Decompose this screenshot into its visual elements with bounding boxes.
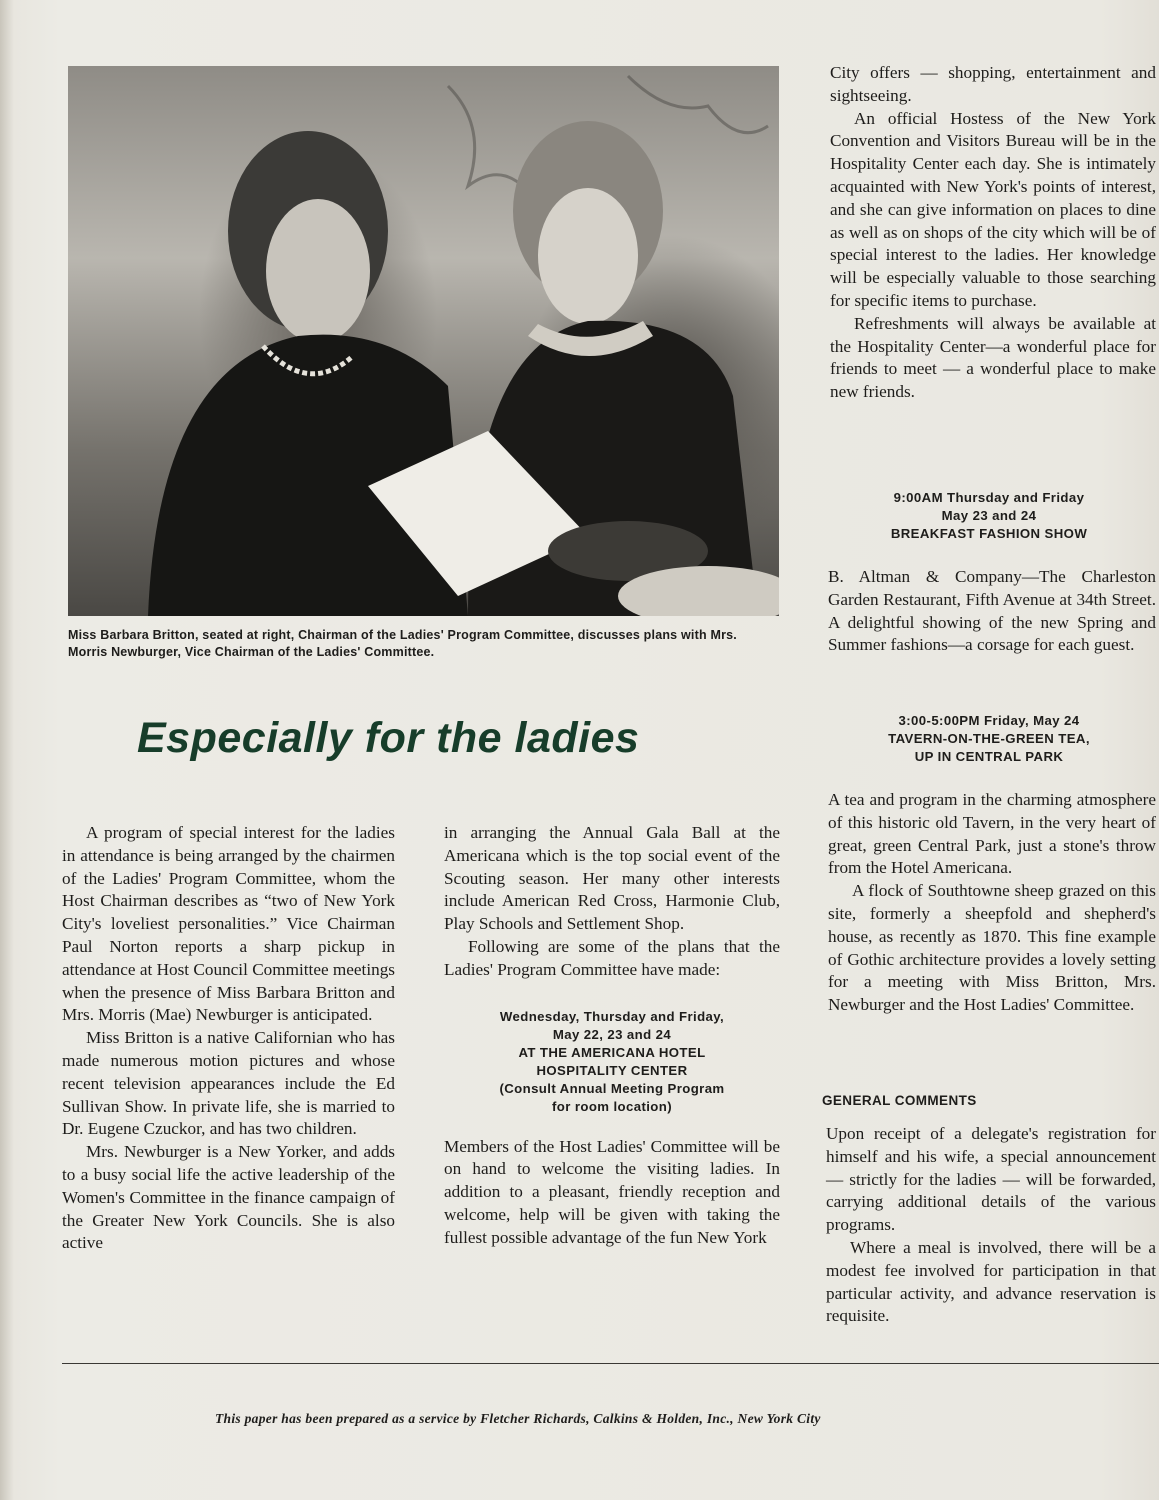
schedule-line: AT THE AMERICANA HOTEL — [518, 1044, 706, 1060]
col3-paragraph: Refreshments will always be available at the Hospitality Center—a wonderful place for friends to meet — a wonderful place to make new friends. — [830, 313, 1156, 402]
col1-paragraph: Mrs. Newburger is a New Yorker, and adds to a busy social life the active leadership of the Women's Committee in the finance campaign of the Greater New York Councils. She is also active — [62, 1142, 395, 1253]
col2-paragraph: Members of the Host Ladies' Committee will be on hand to welcome the visiting ladies. In addition to a pleasant, friendly reception and welcome, help will be given with taking the fullest possible advantage of the fun New York — [444, 1136, 780, 1247]
col3-paragraph: City offers — shopping, entertainment and sightseeing. — [830, 63, 1156, 105]
schedule-line: TAVERN-ON-THE-GREEN TEA, — [888, 731, 1090, 746]
col3-paragraph: A flock of Southtowne sheep grazed on this site, formerly a sheepfold and shepherd's house, as recently as 1870. This fine example of Gothic architecture provides a lovely setting for a meeting with Miss Britton, Mrs. Newburger and the Host Ladies' Committee. — [828, 881, 1156, 1015]
col2-paragraph: in arranging the Annual Gala Ball at the Americana which is the top social event of the Scouting season. Her many other interests include American Red Cross, Harmonie Club, Play Schools and Settlement Shop. — [444, 823, 780, 934]
photo-illustration — [68, 66, 779, 616]
col1-paragraph: A program of special interest for the ladies in attendance is being arranged by the chairmen of the Ladies' Program Committee, whom the Host Chairman describes as “two of New York City's loveliest personalities.” Vice Chairman Paul Norton reports a sharp pickup in attendance at Host Council Committee meetings when the presence of Miss Barbara Britton and Mrs. Morris (Mae) Newburger is anticipated. — [62, 823, 395, 1025]
schedule-line: May 23 and 24 — [941, 508, 1037, 523]
column-3-breakfast — [828, 566, 1156, 657]
schedule-line: 9:00AM Thursday and Friday — [893, 490, 1085, 505]
col2-paragraph: Following are some of the plans that the Ladies' Program Committee have made: — [444, 936, 780, 979]
schedule-line: Wednesday, Thursday and Friday, — [499, 1008, 725, 1024]
schedule-line: HOSPITALITY CENTER — [536, 1062, 688, 1078]
photo-caption: Miss Barbara Britton, seated at right, Chairman of the Ladies' Program Committee, discusses plans with Mrs. Morris Newburger, Vice Chairman of the Ladies' Committee. — [68, 628, 737, 659]
col3-paragraph: An official Hostess of the New York Convention and Visitors Bureau will be in the Hospitality Center each day. She is intimately acquainted with New York's points of interest, and she can give information on places to dine as well as on shops of the city which will be of special interest to the ladies. Her knowledge will be especially valuable to those searching for specific items to purchase. — [830, 108, 1156, 310]
photograph — [68, 66, 779, 616]
schedule-line: May 22, 23 and 24 — [552, 1026, 672, 1042]
column-3-tea — [828, 789, 1156, 1017]
schedule-line: (Consult Annual Meeting Program — [499, 1080, 725, 1096]
breakfast-schedule — [830, 489, 1148, 543]
schedule-line: 3:00-5:00PM Friday, May 24 — [898, 713, 1080, 728]
column-2 — [444, 822, 780, 1250]
schedule-line: UP IN CENTRAL PARK — [914, 749, 1064, 764]
column-3-general — [826, 1123, 1156, 1328]
footer-divider — [62, 1363, 1159, 1364]
schedule-line: for room location) — [551, 1098, 673, 1114]
col1-paragraph: Miss Britton is a native Californian who has made numerous motion pictures and whose recent television appearances include the Ed Sullivan Show. In private life, she is married to Dr. Eugene Czuckor, and has two children. — [62, 1028, 395, 1139]
article-headline: Especially for the ladies — [137, 714, 640, 762]
col3-paragraph: A tea and program in the charming atmosphere of this historic old Tavern, in the very heart of great, green Central Park, just a stone's throw from the Hotel Americana. — [828, 790, 1156, 878]
footer-credit: This paper has been prepared as a service by Fletcher Richards, Calkins & Holden, Inc., New York City — [215, 1411, 821, 1426]
hospitality-schedule — [444, 1008, 780, 1116]
schedule-line: BREAKFAST FASHION SHOW — [890, 526, 1088, 541]
tea-schedule — [830, 712, 1148, 766]
col3-paragraph: B. Altman & Company—The Charleston Garden Restaurant, Fifth Avenue at 34th Street. A delightful showing of the new Spring and Summer fashions—a corsage for each guest. — [828, 567, 1156, 655]
col3-paragraph: Upon receipt of a delegate's registration for himself and his wife, a special announcement — strictly for the ladies — will be forwarded, carrying additional details of the various programs. — [826, 1124, 1156, 1235]
col3-paragraph: Where a meal is involved, there will be a modest fee involved for participation in that particular activity, and advance reservation is requisite. — [826, 1237, 1156, 1326]
column-1 — [62, 822, 395, 1255]
general-comments-heading: GENERAL COMMENTS — [822, 1093, 977, 1108]
column-3-top — [830, 62, 1156, 404]
